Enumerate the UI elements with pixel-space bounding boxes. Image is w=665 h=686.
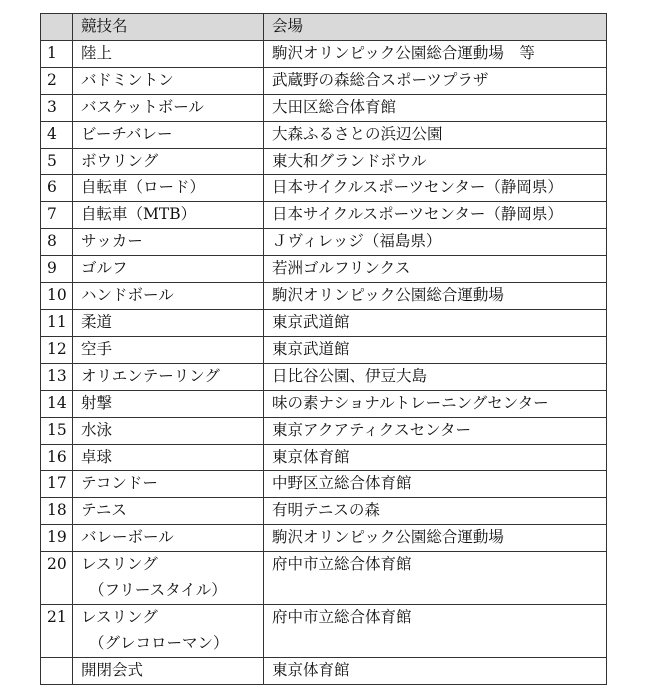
venue-name: 駒沢オリンピック公園総合運動場 等 <box>264 40 607 67</box>
row-number: 9 <box>41 256 73 283</box>
venue-name: 府中市立総合体育館 <box>264 552 607 605</box>
sport-name: 自転車（MTB） <box>73 202 264 229</box>
row-number: 11 <box>41 309 73 336</box>
sport-name: バドミントン <box>73 67 264 94</box>
venue-name: Ｊヴィレッジ（福島県） <box>264 229 607 256</box>
table-row <box>41 604 607 657</box>
table-row <box>41 525 607 552</box>
table-row <box>41 657 607 684</box>
header-row <box>41 14 607 41</box>
table-row <box>41 498 607 525</box>
sport-name: 空手 <box>73 336 264 363</box>
sport-name: ビーチバレー <box>73 121 264 148</box>
row-number: 2 <box>41 67 73 94</box>
table-row <box>41 94 607 121</box>
table-row <box>41 67 607 94</box>
sport-name: 柔道 <box>73 309 264 336</box>
venue-name: 東大和グランドボウル <box>264 148 607 175</box>
sport-name: テコンドー <box>73 471 264 498</box>
row-number: 12 <box>41 336 73 363</box>
sport-name: バレーボール <box>73 525 264 552</box>
table-row <box>41 229 607 256</box>
sport-name-line2: （フリースタイル） <box>89 581 227 600</box>
row-number: 3 <box>41 94 73 121</box>
sport-name: 自転車（ロード） <box>73 175 264 202</box>
table-row <box>41 417 607 444</box>
sport-name-line2: （グレコローマン） <box>89 633 229 652</box>
sport-name: オリエンテーリング <box>73 363 264 390</box>
row-number: 10 <box>41 283 73 310</box>
venue-name: 駒沢オリンピック公園総合運動場 <box>264 525 607 552</box>
row-number: 4 <box>41 121 73 148</box>
venue-name: 駒沢オリンピック公園総合運動場 <box>264 283 607 310</box>
venue-name: 東京武道館 <box>264 309 607 336</box>
header-venue: 会場 <box>264 14 607 41</box>
row-number <box>41 657 73 684</box>
sport-name-line1: レスリング <box>81 555 158 574</box>
venue-name: 大森ふるさとの浜辺公園 <box>264 121 607 148</box>
table-row <box>41 40 607 67</box>
row-number: 20 <box>41 552 73 605</box>
sport-name: バスケットボール <box>73 94 264 121</box>
header-sport: 競技名 <box>73 14 264 41</box>
sport-name: サッカー <box>73 229 264 256</box>
venue-name: 大田区総合体育館 <box>264 94 607 121</box>
table-row <box>41 363 607 390</box>
sport-name: 陸上 <box>73 40 264 67</box>
row-number: 15 <box>41 417 73 444</box>
sport-name: 水泳 <box>73 417 264 444</box>
venue-name: 日比谷公園、伊豆大島 <box>264 363 607 390</box>
table-row <box>41 471 607 498</box>
sport-name: ボウリング <box>73 148 264 175</box>
venue-name: 東京アクアティクスセンター <box>264 417 607 444</box>
venue-name: 東京体育館 <box>264 657 607 684</box>
row-number: 14 <box>41 390 73 417</box>
table-row <box>41 121 607 148</box>
table-row <box>41 336 607 363</box>
row-number: 18 <box>41 498 73 525</box>
venue-name: 中野区立総合体育館 <box>264 471 607 498</box>
venue-name: 有明テニスの森 <box>264 498 607 525</box>
table-row <box>41 256 607 283</box>
table-row <box>41 175 607 202</box>
table-row <box>41 283 607 310</box>
row-number: 17 <box>41 471 73 498</box>
sport-name-line1: レスリング <box>81 607 158 626</box>
venue-name: 味の素ナショナルトレーニングセンター <box>264 390 607 417</box>
row-number: 13 <box>41 363 73 390</box>
row-number: 6 <box>41 175 73 202</box>
table-row <box>41 552 607 605</box>
row-number: 19 <box>41 525 73 552</box>
sport-name: ゴルフ <box>73 256 264 283</box>
row-number: 16 <box>41 444 73 471</box>
sport-name: 射撃 <box>73 390 264 417</box>
sport-name <box>73 552 264 605</box>
table-row <box>41 309 607 336</box>
row-number: 5 <box>41 148 73 175</box>
venue-name: 日本サイクルスポーツセンター（静岡県） <box>264 175 607 202</box>
sport-name: 開閉会式 <box>73 657 264 684</box>
venue-name: 東京武道館 <box>264 336 607 363</box>
venue-table <box>40 13 607 685</box>
venue-name: 武蔵野の森総合スポーツプラザ <box>264 67 607 94</box>
row-number: 8 <box>41 229 73 256</box>
table-row <box>41 390 607 417</box>
header-num <box>41 14 73 41</box>
table-row <box>41 202 607 229</box>
sport-name: ハンドボール <box>73 283 264 310</box>
venue-name: 府中市立総合体育館 <box>264 604 607 657</box>
sport-name: 卓球 <box>73 444 264 471</box>
sport-name <box>73 604 264 657</box>
venue-name: 日本サイクルスポーツセンター（静岡県） <box>264 202 607 229</box>
venue-name: 東京体育館 <box>264 444 607 471</box>
row-number: 21 <box>41 604 73 657</box>
row-number: 1 <box>41 40 73 67</box>
row-number: 7 <box>41 202 73 229</box>
venue-name: 若洲ゴルフリンクス <box>264 256 607 283</box>
sport-name: テニス <box>73 498 264 525</box>
table-row <box>41 444 607 471</box>
table-row <box>41 148 607 175</box>
